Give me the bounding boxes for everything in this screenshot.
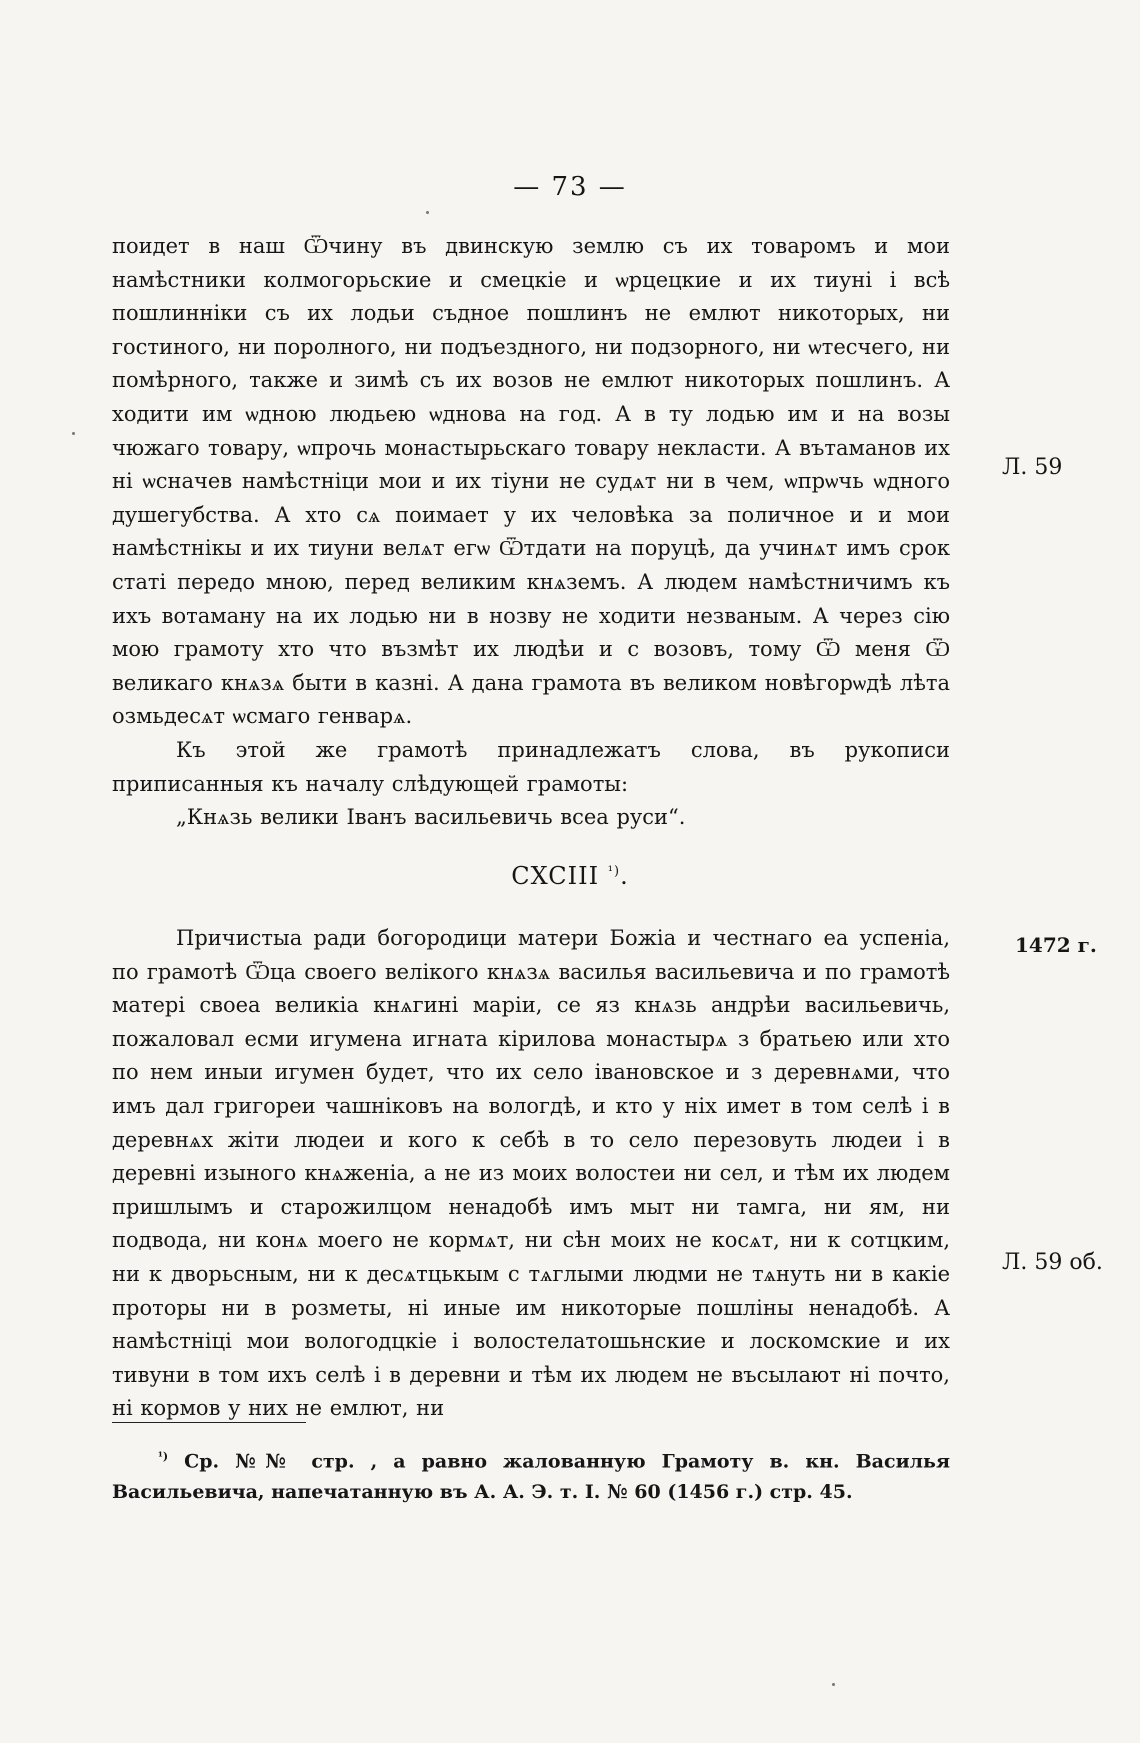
quoted-title-line: „Кнѧзь велики Іванъ васильевичь всеа руси“.	[176, 805, 686, 830]
paper-speck	[72, 432, 75, 435]
footnote-marker: ¹)	[158, 1450, 169, 1463]
paper-speck	[832, 1683, 835, 1686]
paper-speck	[426, 211, 429, 214]
margin-note-leaf-59-verso: Л. 59 об.	[1002, 1250, 1103, 1275]
margin-note-year: 1472 г.	[1015, 933, 1097, 957]
footnote-text: Ср. №№ стр. , а равно жалованную Грамоту в. кн. Василья Васильевича, напечатанную въ А. А. Э. т. I. № 60 (1456 г.) стр. 45.	[112, 1450, 950, 1504]
footnote-divider	[112, 1422, 306, 1423]
footnote	[112, 1441, 950, 1508]
page-number: — 73 —	[513, 172, 627, 202]
charter-text-continued	[112, 230, 950, 835]
margin-note-leaf-59: Л. 59	[1002, 455, 1063, 480]
charter-paragraph: поидет в наш Ѿчину въ двинскую землю съ их товаромъ и мои намѣстники колмогорьские и смецкіе и ѡрцецкие и их тиуні і всѣ пошлинніки съ их лодьи съдное пошлинъ не емлют никоторых, ни гостиного, ни поролного, ни подъездного, ни подзорного, ни ѡтесчего, ни помѣрного, также и зимѣ съ их возов не емлют никоторых пошлинъ. А ходити им ѡдною людьею ѡднова на год. А в ту лодью им и на возы чюжаго товару, ѡпрочь монастырьскаго товару некласти. А вътаманов их ні ѡсначев намѣстніци мои и их тіуни не судѧт ни в чем, ѡпрѡчь ѡдного душегубства. А хто сѧ поимает у их человѣка за поличное и и мои намѣстнікы и их тиуни велѧт егѡ Ѿтдати на поруцѣ, да учинѧт имъ срок статі передо мною, перед великим кнѧземъ. А людем намѣстничимъ къ ихъ вотаману на их лодью ни в нозву не ходити незваным. А через сію мою грамоту хто что възмѣт их людѣи и с возовъ, тому Ѿ меня Ѿ великаго кнѧзѧ быти в казні. А дана грамота въ великом новѣгорѡдѣ лѣта озмьдесѧт ѡсмаго генварѧ.	[112, 234, 950, 729]
editorial-note-paragraph: Къ этой же грамотѣ принадлежатъ слова, въ рукописи приписанныя къ началу слѣдующей грамоты:	[112, 737, 950, 796]
footnote-reference: ¹)	[607, 864, 621, 879]
charter-text-new	[112, 922, 950, 1426]
section-heading: CXCIII $^{^1)}$.	[511, 862, 629, 890]
charter-paragraph: Причистыа ради богородици матери Божіа и честнаго еа успеніа, по грамотѣ Ѿца своего велікого кнѧзѧ василья васильевича и по грамотѣ матері своеа великіа кнѧгині маріи, се яз кнѧзь андрѣи васильевичь, пожаловал есми игумена игната кірилова монастырѧ з братьею или хто по нем иныи игумен будет, что их село івановское и з деревнѧми, что имъ дал григореи чашніковъ на вологдѣ, и кто у ніх имет в том селѣ і в деревнѧх жіти людеи и кого к себѣ в то село перезовуть людеи і в деревні изыного кнѧженіа, а не из моих волостеи ни сел, и тѣм их людем пришлымъ и старожилцом ненадобѣ имъ мыт ни тамга, ни ям, ни подвода, ни конѧ моего не кормѧт, ни сѣн моих не косѧт, ни к сотцким, ни к дворьсным, ни к десѧтцькым с тѧглыми людми не тѧнуть ни в какіе проторы ни в розметы, ні иные им никоторые пошліны ненадобѣ. А намѣстніці мои вологодцкіе і волостелатошьнские и лоскомские и их тивуни в том ихъ селѣ і в деревни и тѣм их людем не въсылают ні почто, ні кормов у них не емлют, ни	[112, 926, 950, 1421]
section-numeral: CXCIII	[511, 862, 600, 890]
